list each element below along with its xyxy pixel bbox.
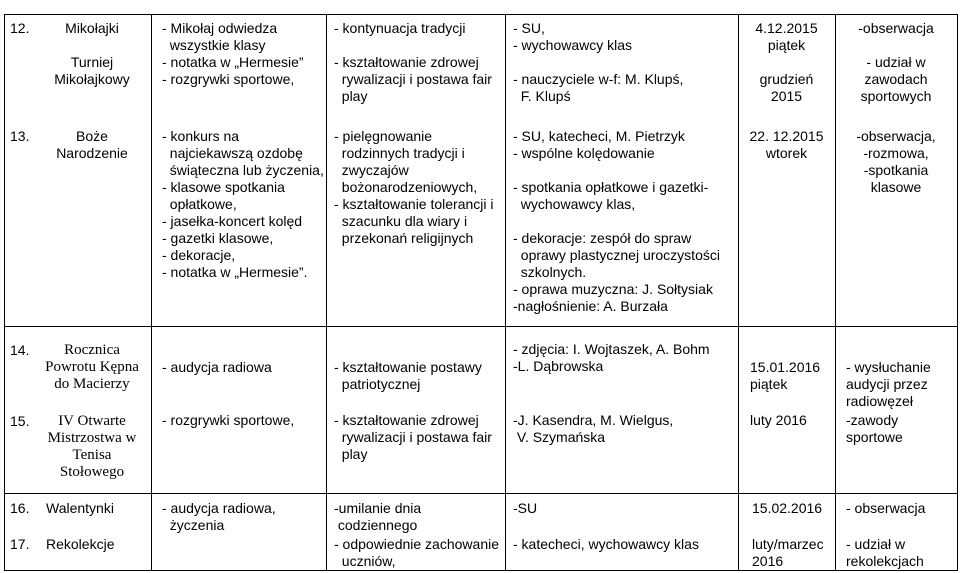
event-name: Walentynki [46, 500, 114, 516]
activity-forms: - rozgrywki sportowe, [162, 412, 295, 428]
evaluation: - wysłuchanie audycji przez radiowęzeł [846, 359, 931, 409]
event-name: Mikołajki Turniej Mikołajkowy [54, 20, 130, 87]
row-number: 12. [10, 20, 30, 36]
activity-forms: - audycja radiowa, życzenia [162, 500, 276, 533]
row-number: 17. [10, 536, 30, 552]
table-border-top [4, 14, 957, 15]
column-divider [505, 14, 506, 571]
event-name: Rekolekcje [46, 536, 115, 552]
responsible-persons: - katecheci, wychowawcy klas [513, 536, 699, 552]
evaluation: - obserwacja [846, 500, 926, 516]
row-number: 15. [10, 413, 30, 429]
activity-goals: - pielęgnowanie rodzinnych tradycji i zwyczajów bożonarodzeniowych, - kształtowanie tolerancji i szacunku dla wiary i przekonań religijnych [334, 128, 494, 246]
event-name: IV Otwarte Mistrzostwa w Tenisa Stołowego [47, 413, 137, 480]
responsible-persons: - SU, katecheci, M. Pietrzyk - wspólne kolędowanie - spotkania opłatkowe i gazetki- wychowawcy klas, - dekoracje: zespół do spraw oprawy plastycznej uroczystości szkolnych. - oprawa muzyczna: J. Sołtysiak -nagłośnienie: A. Burzała [513, 128, 720, 314]
activity-goals: -umilanie dnia codziennego [334, 500, 422, 533]
responsible-persons: - SU, - wychowawcy klas - nauczyciele w-f: M. Klupś, F. Klupś [513, 20, 684, 104]
activity-goals: - kontynuacja tradycji - kształtowanie zdrowej rywalizacji i postawa fair play [334, 20, 492, 104]
row-number: 14. [10, 342, 30, 358]
table-border-bottom [4, 570, 957, 571]
responsible-persons: - zdjęcia: I. Wojtaszek, A. Bohm -L. Dąbrowska [513, 341, 710, 374]
event-date: luty 2016 [750, 412, 807, 428]
row-number: 16. [10, 500, 30, 516]
column-divider [326, 14, 327, 571]
activity-forms: - Mikołaj odwiedza wszystkie klasy - notatka w „Hermesie” - rozgrywki sportowe, [162, 20, 304, 87]
table-border-right [957, 14, 958, 571]
evaluation: - udział w rekolekcjach [846, 536, 924, 569]
event-date: 15.02.2016 [752, 500, 823, 516]
event-date: 22. 12.2015 wtorek [749, 128, 824, 161]
responsible-persons: -J. Kasendra, M. Wielgus, V. Szymańska [513, 412, 674, 445]
activity-goals: - kształtowanie postawy patriotycznej [334, 359, 482, 392]
activity-goals: - odpowiednie zachowanie uczniów, [334, 536, 499, 569]
event-name: Rocznica Powrotu Kępna do Macierzy [45, 342, 139, 392]
evaluation: -obserwacja, -rozmowa, -spotkania klasowe [856, 128, 936, 195]
row-separator [4, 326, 957, 327]
event-date: luty/marzec 2016 [752, 536, 824, 569]
row-number: 13. [10, 128, 30, 144]
evaluation: -zawody sportowe [846, 412, 903, 445]
activity-forms: - konkurs na najciekawszą ozdobę świąteczna lub życzenia, - klasowe spotkania opłatkowe, - jasełka-koncert kolęd - gazetki klasowe, - dekoracje, - notatka w „Hermesie”. [162, 128, 324, 280]
evaluation: -obserwacja - udział w zawodach sportowych [858, 20, 934, 104]
responsible-persons: -SU [513, 500, 538, 516]
event-date: 15.01.2016 piątek [750, 359, 821, 392]
event-date: 4.12.2015 piątek grudzień 2015 [755, 20, 818, 104]
row-separator [4, 493, 957, 494]
event-name: Boże Narodzenie [56, 128, 128, 161]
column-divider [151, 14, 152, 571]
activity-goals: - kształtowanie zdrowej rywalizacji i postawa fair play [334, 412, 492, 462]
column-divider [4, 14, 5, 571]
activity-forms: - audycja radiowa [162, 359, 272, 375]
